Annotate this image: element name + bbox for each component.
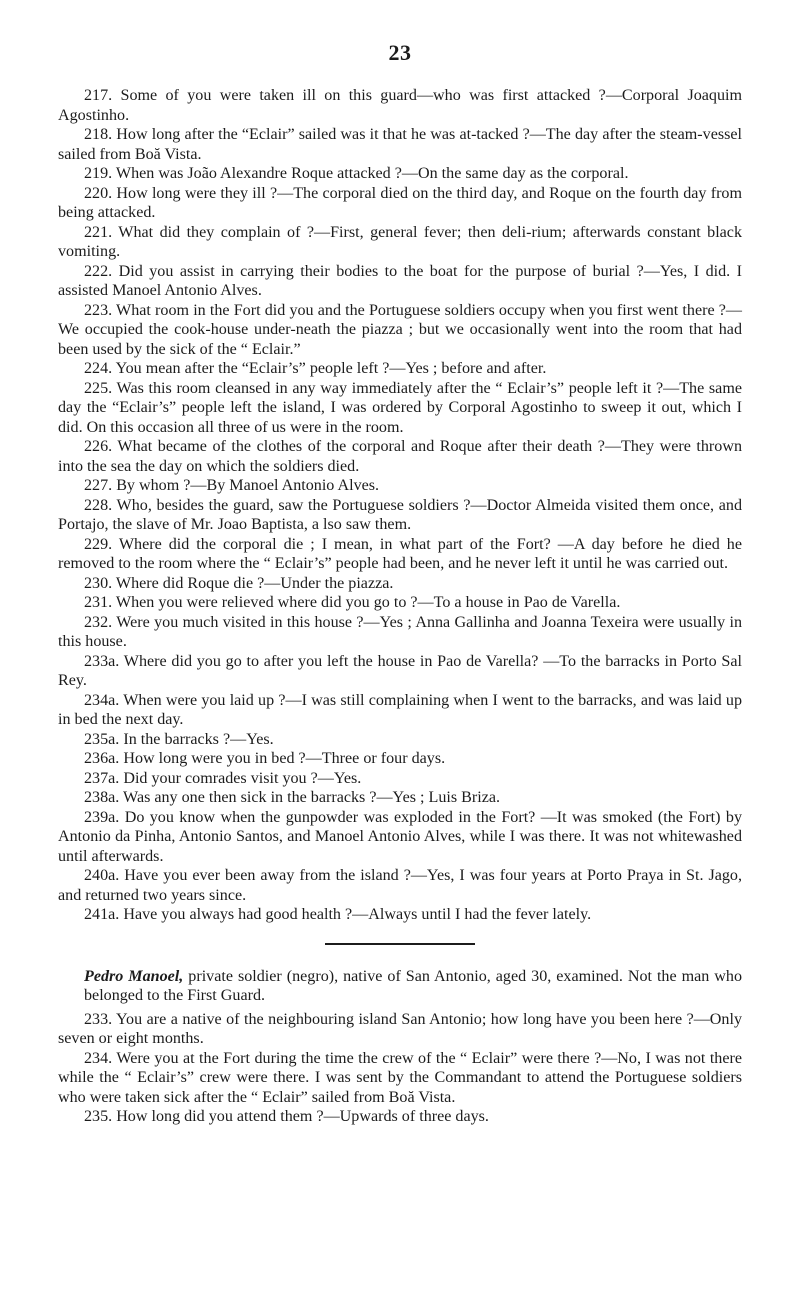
testimony-paragraph: 234a. When were you laid up ?—I was still complaining when I went to the barracks, and was laid up in bed the next day.	[58, 691, 742, 728]
testimony-paragraph: 220. How long were they ill ?—The corporal died on the third day, and Roque on the fourth day from being attacked.	[58, 184, 742, 221]
section-divider	[325, 943, 475, 945]
page-number: 23	[388, 40, 412, 65]
witness-description: private soldier (negro), native of San Antonio, aged 30, examined. Not the man who belonged to the First Guard.	[84, 967, 742, 1004]
testimony-paragraph: 221. What did they complain of ?—First, general fever; then deli-rium; afterwards constant black vomiting.	[58, 223, 742, 260]
testimony-paragraph: 233. You are a native of the neighbouring island San Antonio; how long have you been here ?—Only seven or eight months.	[58, 1010, 742, 1047]
testimony-paragraph: 239a. Do you know when the gunpowder was exploded in the Fort? —It was smoked (the Fort) by Antonio da Pinha, Antonio Santos, and Manoel Antonio Alves, while I was there. It was not whitewashed until afterwards.	[58, 808, 742, 865]
testimony-paragraph: 219. When was João Alexandre Roque attacked ?—On the same day as the corporal.	[84, 165, 629, 182]
testimony-section-top	[58, 86, 742, 925]
testimony-paragraph: 238a. Was any one then sick in the barracks ?—Yes ; Luis Briza.	[84, 789, 501, 806]
testimony-paragraph: 237a. Did your comrades visit you ?—Yes.	[84, 769, 362, 787]
testimony-paragraph: 224. You mean after the “Eclair’s” people left ?—Yes ; before and after.	[84, 360, 547, 377]
testimony-paragraph: 232. Were you much visited in this house ?—Yes ; Anna Gallinha and Joanna Texeira were usually in this house.	[58, 613, 742, 650]
testimony-paragraph: 235. How long did you attend them ?—Upwards of three days.	[84, 1108, 489, 1125]
testimony-paragraph: 240a. Have you ever been away from the island ?—Yes, I was four years at Porto Praya in St. Jago, and returned two years since.	[58, 867, 742, 904]
testimony-paragraph: 229. Where did the corporal die ; I mean, in what part of the Fort? —A day before he died he removed to the room where the “ Eclair’s” people had been, and he never left it until he was carried out.	[58, 535, 742, 572]
testimony-paragraph: 227. By whom ?—By Manoel Antonio Alves.	[84, 477, 380, 494]
testimony-paragraph: 223. What room in the Fort did you and the Portuguese soldiers occupy when you first went there ?—We occupied the cook-house under-neath the piazza ; but we occasionally went into the room that had been used by the sick of the “ Eclair.”	[58, 301, 742, 358]
testimony-paragraph: 217. Some of you were taken ill on this guard—who was first attacked ?—Corporal Joaquim Agostinho.	[58, 87, 742, 124]
testimony-paragraph: 236a. How long were you in bed ?—Three or four days.	[84, 750, 446, 767]
testimony-paragraph: 228. Who, besides the guard, saw the Portuguese soldiers ?—Doctor Almeida visited them once, and Portajo, the slave of Mr. Joao Baptista, a lso saw them.	[58, 496, 742, 533]
testimony-paragraph: 230. Where did Roque die ?—Under the piazza.	[84, 574, 394, 592]
testimony-paragraph: 235a. In the barracks ?—Yes.	[84, 730, 274, 748]
testimony-paragraph: 218. How long after the “Eclair” sailed was it that he was at-tacked ?—The day after the steam-vessel sailed from Boă Vista.	[58, 126, 742, 163]
testimony-paragraph: 226. What became of the clothes of the corporal and Roque after their death ?—They were thrown into the sea the day on which the soldiers died.	[58, 438, 742, 475]
testimony-section-bottom	[58, 1010, 742, 1127]
testimony-paragraph: 234. Were you at the Fort during the time the crew of the “ Eclair” were there ?—No, I was not there while the “ Eclair’s” crew were there. I was sent by the Commandant to attend the Portuguese soldiers who were taken sick after the “ Eclair” sailed from Boă Vista.	[58, 1049, 742, 1106]
testimony-paragraph: 222. Did you assist in carrying their bodies to the boat for the purpose of burial ?—Yes, I did. I assisted Manoel Antonio Alves.	[58, 262, 742, 299]
testimony-paragraph: 225. Was this room cleansed in any way immediately after the “ Eclair’s” people left it ?—The same day the “Eclair’s” people left the island, I was ordered by Corporal Agostinho to sweep it out, which I did. On this occasion all three of us were in the room.	[58, 379, 742, 436]
testimony-paragraph: 241a. Have you always had good health ?—Always until I had the fever lately.	[84, 906, 592, 923]
witness-name: Pedro Manoel,	[84, 967, 184, 985]
testimony-paragraph: 231. When you were relieved where did you go to ?—To a house in Pao de Varella.	[84, 594, 621, 611]
testimony-paragraph: 233a. Where did you go to after you left the house in Pao de Varella? —To the barracks in Porto Sal Rey.	[58, 652, 742, 689]
witness-introduction	[58, 967, 742, 1006]
